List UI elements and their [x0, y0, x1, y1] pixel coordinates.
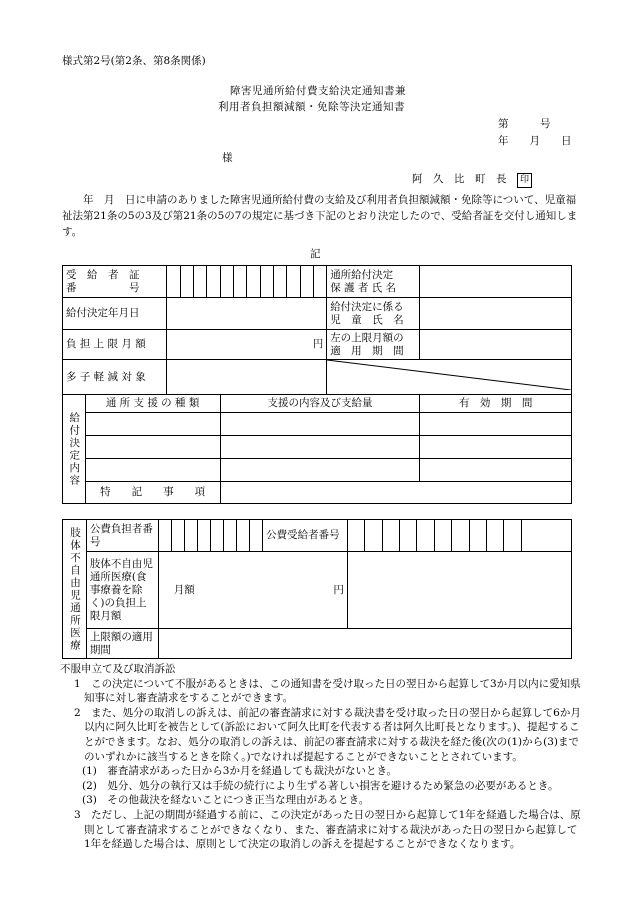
multi-child-diagonal	[327, 360, 572, 395]
title-line-1: 障害児通所給付費支給決定通知書兼	[230, 85, 406, 97]
notes-heading: 不服申立て及び取消訴訟	[60, 663, 176, 675]
service-content-header: 支援の内容及び支給量	[220, 395, 420, 413]
title-line-2: 利用者負担額減額・免除等決定通知書	[218, 101, 405, 113]
payer-number-label: 公費負担者番号	[86, 520, 158, 552]
medical-period-label: 上限額の適用期間	[86, 629, 158, 659]
note-1: 1 この決定について不服があるときは、この通知書を受け取った日の翌日から起算して3か月以内に愛知県知事に対し審査請求をすることができます。	[74, 677, 581, 705]
seal-mark: 印	[517, 173, 532, 188]
medical-side-label: 肢体不自由児通所医療	[63, 520, 87, 659]
guardian-name-label: 通所給付決定 保 護 者 氏 名	[327, 266, 420, 298]
form-reference: 様式第2号(第2条、第8条関係)	[62, 55, 206, 67]
addressee-sama: 様	[222, 152, 233, 164]
document-number: 第 号	[498, 118, 551, 130]
special-notes-value	[220, 482, 571, 504]
medical-period-value	[158, 629, 571, 659]
ki-mark: 記	[310, 248, 321, 260]
note-2-sub-2: (2) 処分、処分の執行又は手続の続行により生ずる著しい損害を避けるため緊急の必要があるとき。	[82, 779, 559, 792]
multi-child-value	[167, 360, 327, 395]
note-2-sub-3: (3) その他裁決を経ないことにつき正当な理由があるとき。	[82, 794, 370, 807]
recipient-number-label: 受 給 者 証 番 号	[63, 266, 167, 298]
medical-limit-blank	[347, 552, 571, 629]
guardian-name-value	[420, 266, 572, 298]
table-row	[63, 436, 572, 459]
decision-date-value	[167, 298, 327, 330]
table-row	[63, 413, 572, 436]
medical-limit-label: 肢体不自由児通所医療(食事療養を除く)の負担上限月額	[86, 552, 158, 629]
note-2: 2 また、処分の取消しの訴えは、前記の審査請求に対する裁決書を受け取った日の翌日から起算して6か月以内に阿久比町を被告として(訴訟において阿久比町を代表する者は阿久比町長となります。)、提起することができます。なお、処分の取消しの訴えは、前記の審査請求に対する裁決を経た後(次の(1)から(3)までのいずれかに該当するときを除く。)でなければ提起することができないこととされています。	[74, 706, 581, 763]
note-2-sub-1: (1) 審査請求があった日から3か月を経過しても裁決がないとき。	[82, 765, 398, 778]
medical-table	[62, 519, 572, 659]
table-row	[63, 459, 572, 482]
child-name-value	[420, 298, 572, 330]
valid-period-header: 有 効 期 間	[420, 395, 572, 413]
payee-number-label: 公費受給者番号	[263, 520, 348, 552]
note-3: 3 ただし、上記の期間が経過する前に、この決定があった日の翌日から起算して1年を経過した場合は、原則として審査請求することができなくなり、また、審査請求に対する裁決があった日の翌日から起算して1年を経過した場合は、原則として決定の取消しの訴えを提起することができなくなります。	[74, 808, 581, 851]
decision-table	[62, 265, 572, 504]
limit-amount-value: 円	[167, 330, 327, 360]
limit-period-value	[420, 330, 572, 360]
sender-mayor: 阿 久 比 町 長 印	[412, 171, 532, 188]
appeal-notes	[62, 662, 582, 852]
multi-child-label: 多 子 軽 減 対 象	[63, 360, 167, 395]
special-notes-label: 特 記 事 項	[85, 482, 220, 504]
limit-period-label: 左の上限月額の 適 用 期 間	[327, 330, 420, 360]
intro-text: 年 月 日に申請のありました障害児通所給付費の支給及び利用者負担額減額・免除等について、児童福祉法第21条の5の3及び第21条の5の7の規定に基づき下記のとおり決定したので、受給者証を交付し通知します。	[62, 194, 578, 238]
child-name-label: 給付決定に係る 児 童 氏 名	[327, 298, 420, 330]
medical-limit-value: 月額 円	[158, 552, 347, 629]
limit-amount-label: 負 担 上 限 月 額	[63, 330, 167, 360]
service-type-header: 通 所 支 援 の 種 類	[85, 395, 220, 413]
document-date: 年 月 日	[498, 135, 572, 147]
decision-date-label: 給付決定年月日	[63, 298, 167, 330]
decision-content-side-label: 給付決定内容	[63, 395, 86, 504]
